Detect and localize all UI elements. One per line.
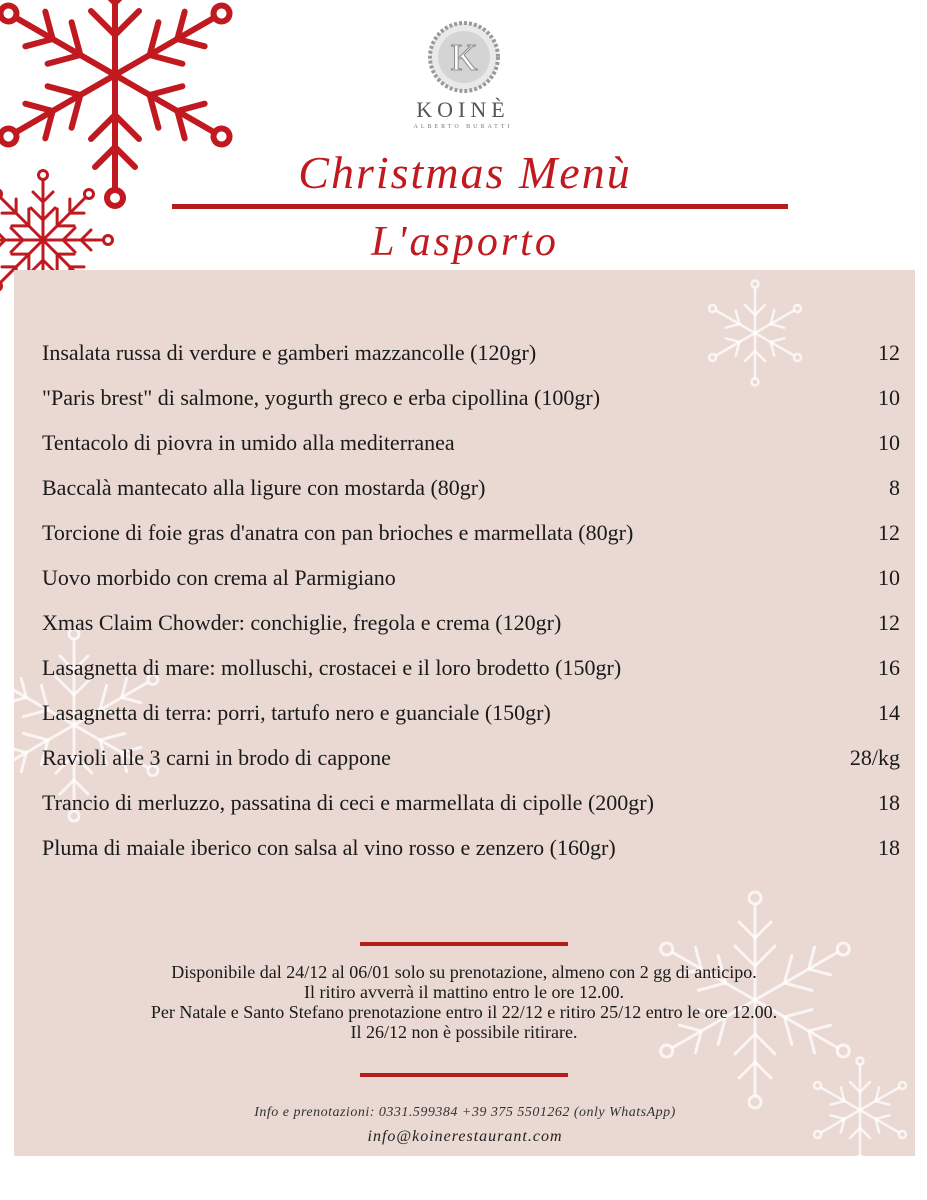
menu-item-price: 14 — [878, 700, 900, 725]
contact-email[interactable]: info@koinerestaurant.com — [367, 1128, 563, 1145]
menu-item-price: 16 — [878, 655, 900, 680]
menu-item — [42, 825, 900, 870]
note-line: Per Natale e Santo Stefano prenotazione entro il 22/12 e ritiro 25/12 entro le ore 12.00. — [150, 1002, 778, 1022]
menu-item — [42, 780, 900, 825]
logo-letter: K — [450, 37, 478, 79]
notes-block — [20, 962, 908, 1042]
menu-item-name: Lasagnetta di terra: porri, tartufo nero e guanciale (150gr) — [42, 700, 551, 725]
menu-item-name: Trancio di merluzzo, passatina di ceci e marmellata di cipolle (200gr) — [42, 790, 654, 815]
menu-item-name: Baccalà mantecato alla ligure con mostarda (80gr) — [42, 475, 486, 500]
notes-divider-top — [360, 942, 568, 946]
menu-item-price: 18 — [878, 790, 900, 815]
koine-logo — [425, 18, 503, 96]
menu-item-name: Ravioli alle 3 carni in brodo di cappone — [42, 745, 391, 770]
menu-item — [42, 735, 900, 780]
page-title: Christmas Menù — [298, 147, 632, 198]
contact-info: Info e prenotazioni: 0331.599384 +39 375 5501262 (only WhatsApp) — [254, 1105, 676, 1120]
menu-item-price: 18 — [878, 835, 900, 860]
notes-divider-bottom — [360, 1073, 568, 1077]
menu-item-name: "Paris brest" di salmone, yogurth greco e erba cipollina (100gr) — [42, 385, 601, 410]
menu-item — [42, 690, 900, 735]
menu-item — [42, 555, 900, 600]
menu-item — [42, 420, 900, 465]
menu-item-price: 12 — [878, 520, 900, 545]
menu-item — [42, 465, 900, 510]
menu-item-name: Tentacolo di piovra in umido alla mediterranea — [42, 430, 455, 455]
menu-item-price: 12 — [878, 340, 900, 365]
menu-item-name: Lasagnetta di mare: molluschi, crostacei e il loro brodetto (150gr) — [42, 655, 622, 680]
menu-item — [42, 510, 900, 555]
menu-item — [42, 330, 900, 375]
menu-item-price: 10 — [878, 565, 900, 590]
menu-item-price: 28/kg — [849, 745, 900, 770]
menu-item-price: 10 — [878, 385, 900, 410]
menu-item-name: Insalata russa di verdure e gamberi mazzancolle (120gr) — [42, 340, 537, 365]
note-line: Il ritiro avverrà il mattino entro le ore 12.00. — [304, 982, 624, 1002]
menu-item-name: Pluma di maiale iberico con salsa al vino rosso e zenzero (160gr) — [42, 835, 616, 860]
menu-item — [42, 375, 900, 420]
note-line: Disponibile dal 24/12 al 06/01 solo su prenotazione, almeno con 2 gg di anticipo. — [171, 962, 757, 982]
menu-item — [42, 645, 900, 690]
menu-item-name: Xmas Claim Chowder: conchiglie, fregola e crema (120gr) — [42, 610, 562, 635]
snowflake-icon-faint-corner — [805, 1055, 915, 1156]
brand-name: KOINÈ — [416, 97, 510, 122]
menu-item-name: Torcione di foie gras d'anatra con pan brioches e marmellata (80gr) — [42, 520, 634, 545]
page-subtitle: L'asporto — [371, 219, 559, 265]
menu-item-price: 8 — [889, 475, 900, 500]
menu-item-price: 12 — [878, 610, 900, 635]
note-line: Il 26/12 non è possibile ritirare. — [350, 1022, 578, 1042]
menu-list — [42, 330, 900, 870]
menu-item-name: Uovo morbido con crema al Parmigiano — [42, 565, 396, 590]
menu-item — [42, 600, 900, 645]
menu-item-price: 10 — [878, 430, 900, 455]
title-divider — [172, 204, 788, 209]
brand-subname: ALBERTO BURATTI — [413, 124, 513, 130]
